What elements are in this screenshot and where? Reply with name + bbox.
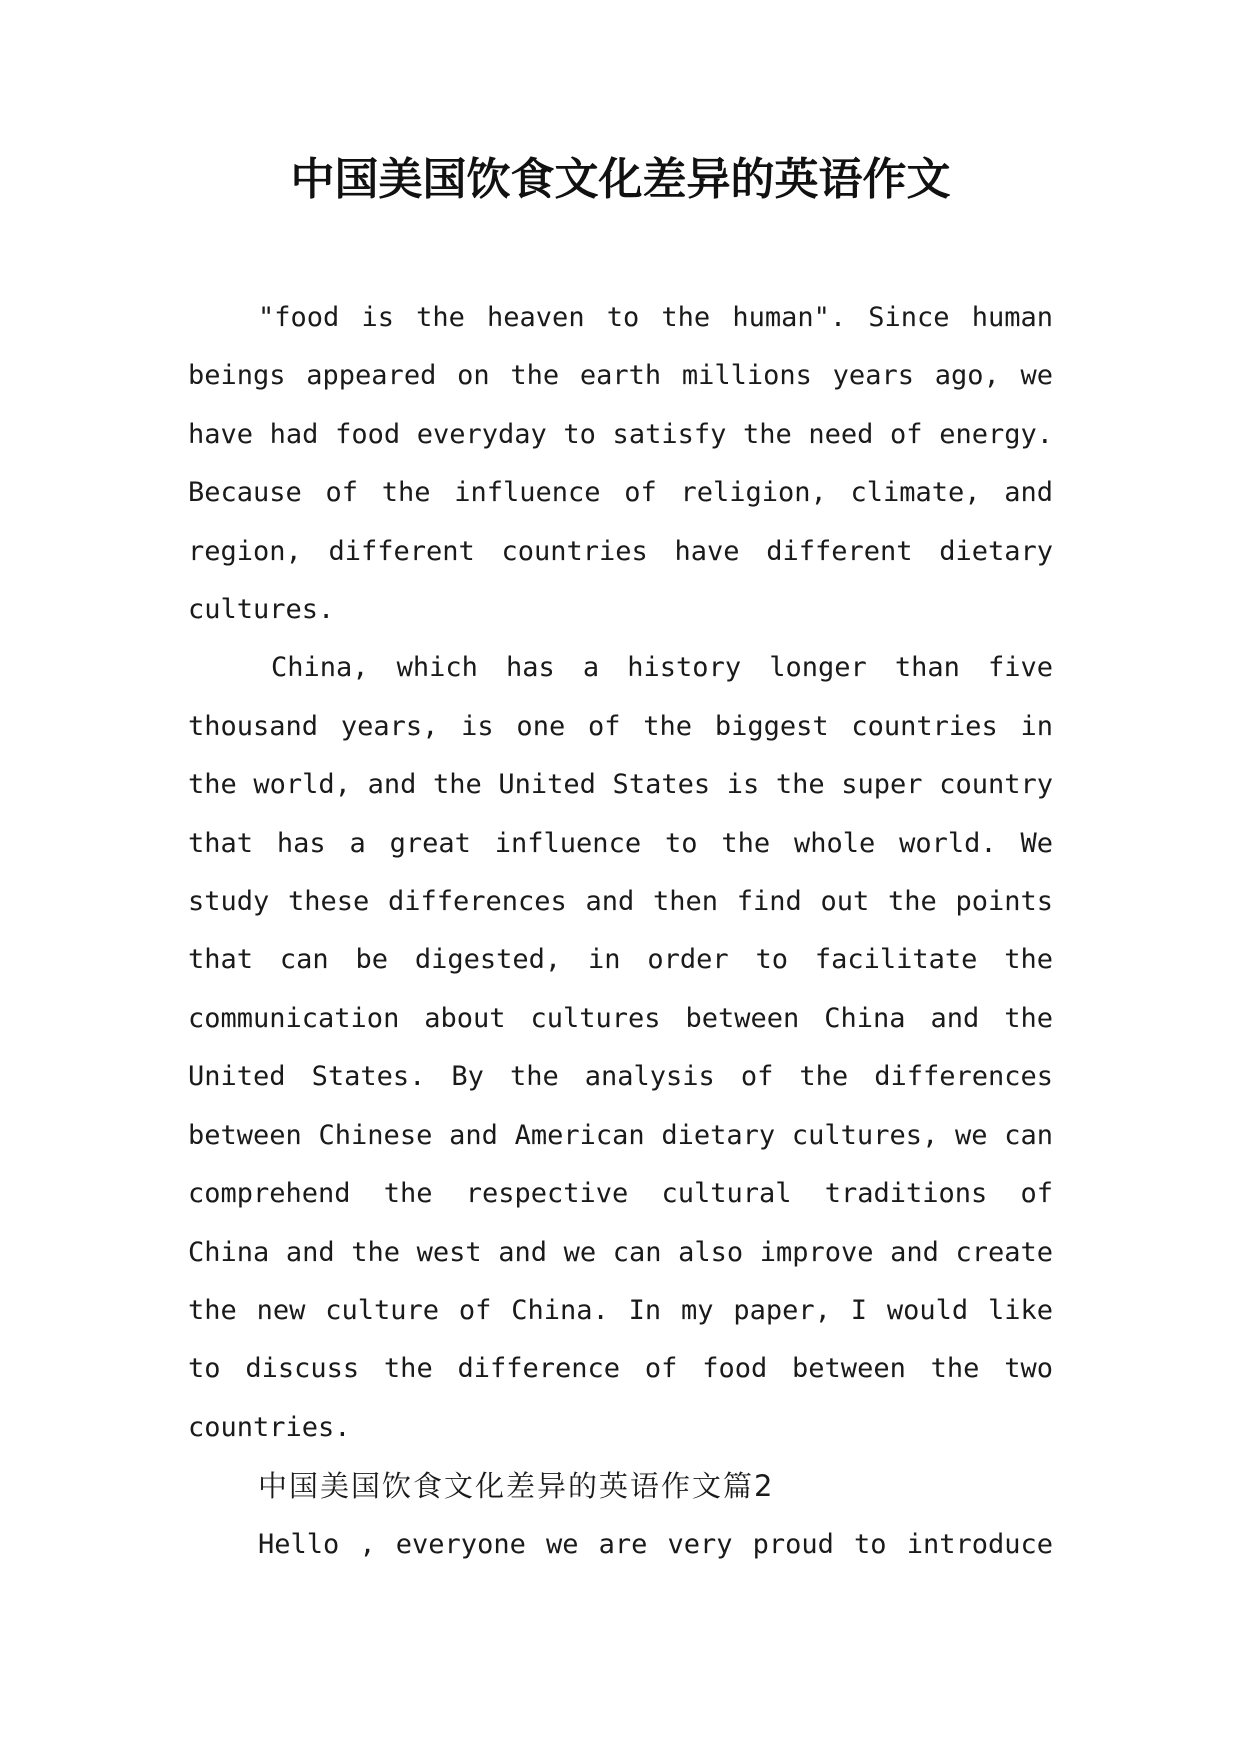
document-body xyxy=(188,289,1053,1574)
section-heading: 中国美国饮食文化差异的英语作文篇2 xyxy=(258,1469,775,1504)
paragraph-hello: Hello , everyone we are very proud to introduce xyxy=(258,1528,1053,1560)
paragraph-china-usa: China, which has a history longer than five thousand years, is one of the biggest countries in the world, and the United States is the super country that has a great influence to the whole world. We study these differences and then find out the points that can be digested, in order to facilitate the communication about cultures between China and the United States. By the analysis of the differences between Chinese and American dietary cultures, we can comprehend the respective cultural traditions of China and the west and we can also improve and create the new culture of China. In my paper, I would like to discuss the difference of food between the two countries. xyxy=(188,652,1053,1443)
paragraph-intro: "food is the heaven to the human". Since human beings appeared on the earth millions years ago, we have had food everyday to satisfy the need of energy. Because of the influence of religion, climate, and region, different countries have different dietary cultures. xyxy=(188,302,1053,626)
document-title: 中国美国饮食文化差异的英语作文 xyxy=(290,154,951,205)
